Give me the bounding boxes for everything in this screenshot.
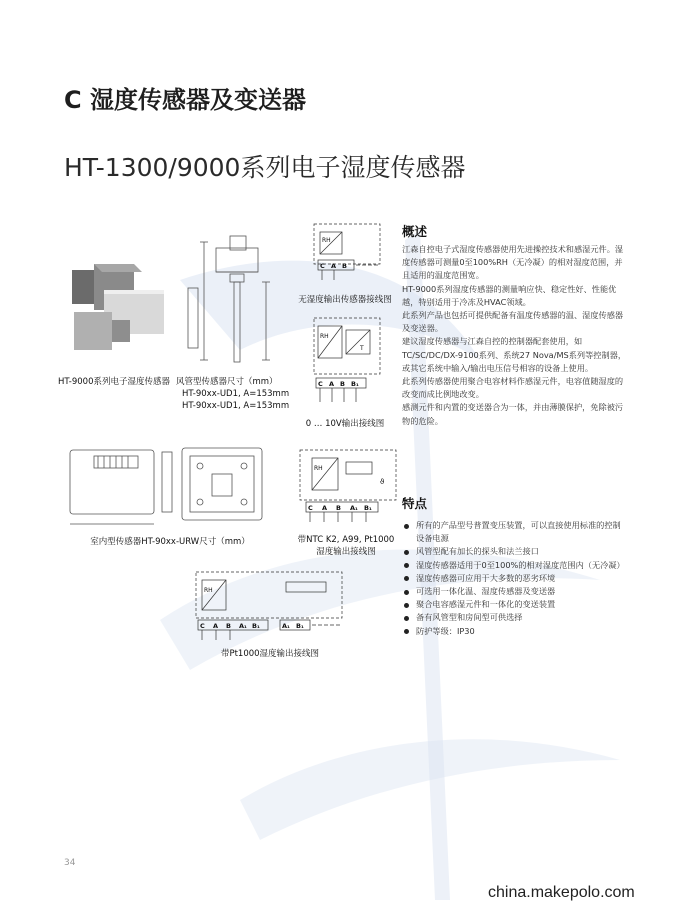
terminal-c-10v: C [318,380,323,388]
wiring-10v-diagram [312,316,382,410]
terminal-a-ntc: A [322,504,328,512]
overview-paragraph-2: HT-9000系列湿度传感器的测量响应快、稳定性好、性能优越，特别适用于冷冻及HVAC领域。 [402,283,617,307]
wiring-10v-caption: 0 … 10V输出接线图 [305,419,385,429]
overview-heading: 概述 [402,224,428,239]
features-list [402,519,627,638]
terminal-b1-ntc: B₁ [364,504,372,512]
terminal-b: B [342,262,347,270]
terminal-a-pt: A [213,622,219,630]
duct-caption-line1: 风管型传感器尺寸（mm） [176,377,278,387]
feature-item: 湿度传感器可应用于大多数的恶劣环境 [402,572,627,585]
ntc-caption-line1: 带NTC K2, A99, Pt1000 [297,535,395,545]
rh-label: RH [322,237,331,244]
feature-item: 防护等级：IP30 [402,625,627,638]
terminal-b-ntc: B [336,504,341,512]
terminal-b1-pt: B₁ [252,622,260,630]
terminal-a: A [331,262,337,270]
t-label: T [360,345,364,352]
features-section [402,494,627,638]
theta-label: ϑ [380,478,385,486]
terminal-b1-pt-remote: B₁ [296,622,304,630]
duct-sensor-drawing [180,228,278,368]
feature-item: 湿度传感器适用于0至100%的相对湿度范围内（无冷凝） [402,559,627,572]
wiring-pt1000-diagram [194,570,344,644]
overview-section [402,222,627,428]
duct-caption-line3: HT-90xx-UD1, A=153mm [182,401,290,411]
terminal-c: C [320,262,325,270]
terminal-b1-10v: B₁ [351,380,359,388]
page-number: 34 [64,858,76,868]
overview-paragraph-3: 此系列产品也包括可提供配备有温度传感器的温、湿度传感器及变送器。 [402,310,624,334]
overview-paragraph-1: 江森自控电子式湿度传感器使用先进操控技术和感湿元件。湿度传感器可测量0至100%RH（无冷凝）的相对湿度范围，并且适用的温度范围宽。 [402,244,624,281]
feature-item: 备有风管型和房间型可供选择 [402,611,627,624]
wiring-ntc-diagram [298,448,398,526]
feature-item: 所有的产品型号普置变压装置，可以直接使用标准的控制设备电源 [402,519,627,545]
indoor-caption: 室内型传感器HT-90xx-URW尺寸（mm） [90,537,250,547]
product-title: HT-1300/9000系列电子湿度传感器 [64,153,466,182]
features-heading: 特点 [402,496,428,511]
terminal-c-ntc: C [308,504,313,512]
sensor-photo-caption: HT-9000系列电子湿度传感器 [58,377,171,387]
rh-label-10v: RH [320,333,329,340]
wiring-no-output-diagram [312,222,382,290]
feature-item: 可选用一体化温、湿度传感器及变送器 [402,585,627,598]
overview-paragraph-4: 建议湿度传感器与江森自控的控制器配套使用，如TC/SC/DC/DX-9100系列、系统27 Nova/MS系列等控制器，或其它系统中输入/输出电压信号相容的设备上使用。 [402,336,627,373]
wiring-no-output-caption: 无湿度输出传感器接线图 [298,295,392,305]
overview-paragraph-5: 此系列传感器使用聚合电容材料作感湿元件，电容值随湿度的改变而成比例地改变。 [402,376,624,400]
pt1000-caption: 带Pt1000湿度输出接线图 [220,649,320,659]
overview-paragraph-6: 感测元件和内置的变送器合为一体，并由薄膜保护，免除被污物的危险。 [402,402,624,426]
sensor-photo [64,262,164,372]
feature-item: 风管型配有加长的探头和法兰接口 [402,545,627,558]
rh-label-pt: RH [204,587,213,594]
footer-site-watermark: china.makepolo.com [488,884,635,901]
terminal-a1-ntc: A₁ [350,504,358,512]
feature-item: 聚合电容感湿元件和一体化的变送装置 [402,598,627,611]
terminal-a1-pt-remote: A₁ [282,622,290,630]
indoor-sensor-drawing [64,440,274,530]
terminal-a-10v: A [329,380,335,388]
terminal-c-pt: C [200,622,205,630]
terminal-b-10v: B [340,380,345,388]
rh-label-ntc: RH [314,465,323,472]
terminal-b-pt: B [226,622,231,630]
duct-caption-line2: HT-90xx-UD1, A=153mm [182,389,290,399]
ntc-caption-line2: 湿度输出接线图 [316,547,376,557]
terminal-a1-pt: A₁ [239,622,247,630]
section-title: C 湿度传感器及变送器 [64,86,306,114]
